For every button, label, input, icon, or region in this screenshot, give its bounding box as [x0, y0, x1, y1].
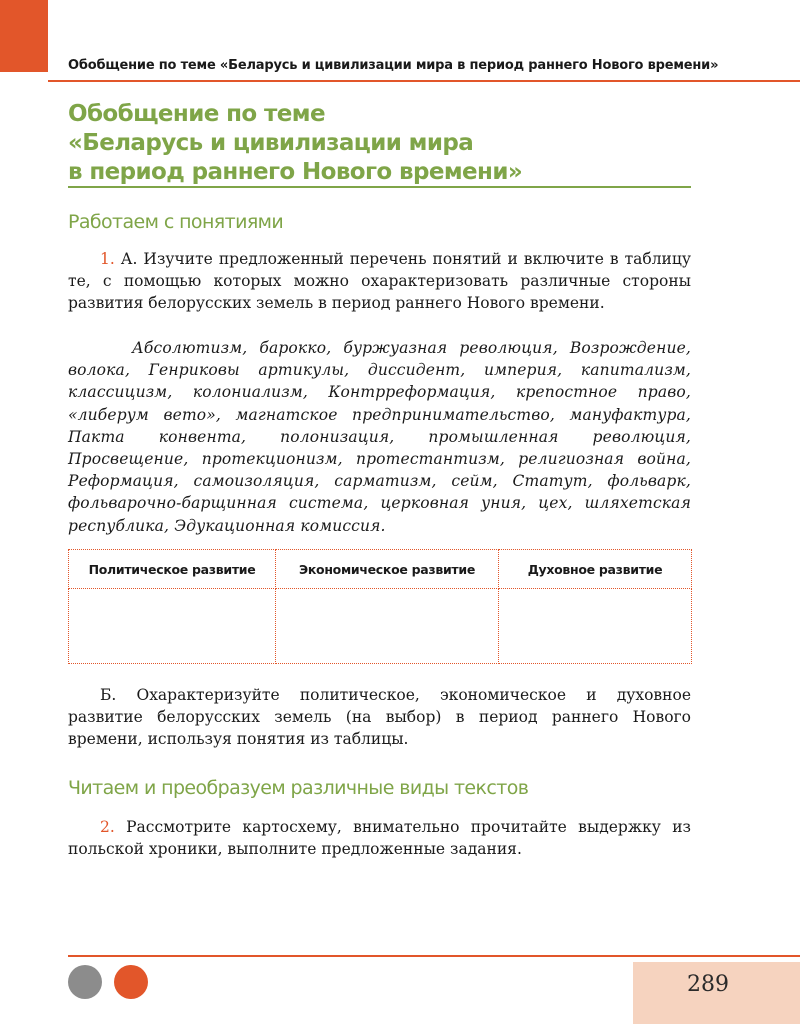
task-2-text: Рассмотрите картосхему, внимательно прочитайте выдержку из польской хроники, выполните предложенные задания.	[68, 818, 691, 858]
concept-list: Абсолютизм, барокко, буржуазная революция, Возрождение, волока, Генриковы артикулы, диссидент, империя, капитализм, классицизм, колониализм, Контрреформация, крепостное право, «либерум вето», магнатское предпринимательство, мануфактура, Пакта конвента, полонизация, промышленная революция, Просвещение, протекционизм, протестантизм, религиозная война, Реформация, самоизоляция, сарматизм, сейм, Статут, фольварк, фольварочно-барщинная система, церковная уния, цех, шляхетская республика, Эдукационная комиссия.	[68, 339, 691, 535]
title-line-2: «Беларусь и цивилизации мира	[68, 130, 474, 156]
table-row	[69, 589, 692, 664]
running-header: Обобщение по теме «Беларусь и цивилизации мира в период раннего Нового времени»	[68, 58, 719, 73]
corner-tab	[0, 0, 48, 72]
title-rule	[68, 186, 691, 188]
task-2-number: 2.	[100, 818, 115, 836]
task-1b	[68, 684, 691, 750]
header-rule	[48, 80, 800, 82]
section-heading-texts: Читаем и преобразуем различные виды текстов	[68, 777, 529, 799]
gray-dot-icon	[68, 965, 102, 999]
table-header-row	[69, 550, 692, 589]
table-cell	[276, 589, 499, 664]
concepts-table	[68, 549, 692, 664]
task-1-number: 1.	[100, 250, 115, 268]
table-cell	[69, 589, 276, 664]
page-title	[68, 100, 708, 187]
table-cell	[499, 589, 692, 664]
title-line-3: в период раннего Нового времени»	[68, 159, 523, 185]
column-economic: Экономическое развитие	[276, 550, 499, 589]
footer-rule	[68, 955, 800, 957]
task-2	[68, 816, 691, 860]
page-number-box	[633, 962, 800, 1024]
title-line-1: Обобщение по теме	[68, 101, 325, 127]
section-heading-concepts: Работаем с понятиями	[68, 211, 284, 233]
task-1a-text: А. Изучите предложенный перечень понятий и включите в таблицу те, с помощью которых можно охарактеризовать различные стороны развития белорусских земель в период раннего Нового времени.	[68, 250, 691, 312]
task-1b-text: Б. Охарактеризуйте политическое, экономическое и духовное развитие белорусских земель (на выбор) в период раннего Нового времени, используя понятия из таблицы.	[68, 686, 691, 748]
column-political: Политическое развитие	[69, 550, 276, 589]
task-1a	[68, 248, 691, 314]
column-spiritual: Духовное развитие	[499, 550, 692, 589]
orange-dot-icon	[114, 965, 148, 999]
page-number: 289	[687, 972, 729, 997]
